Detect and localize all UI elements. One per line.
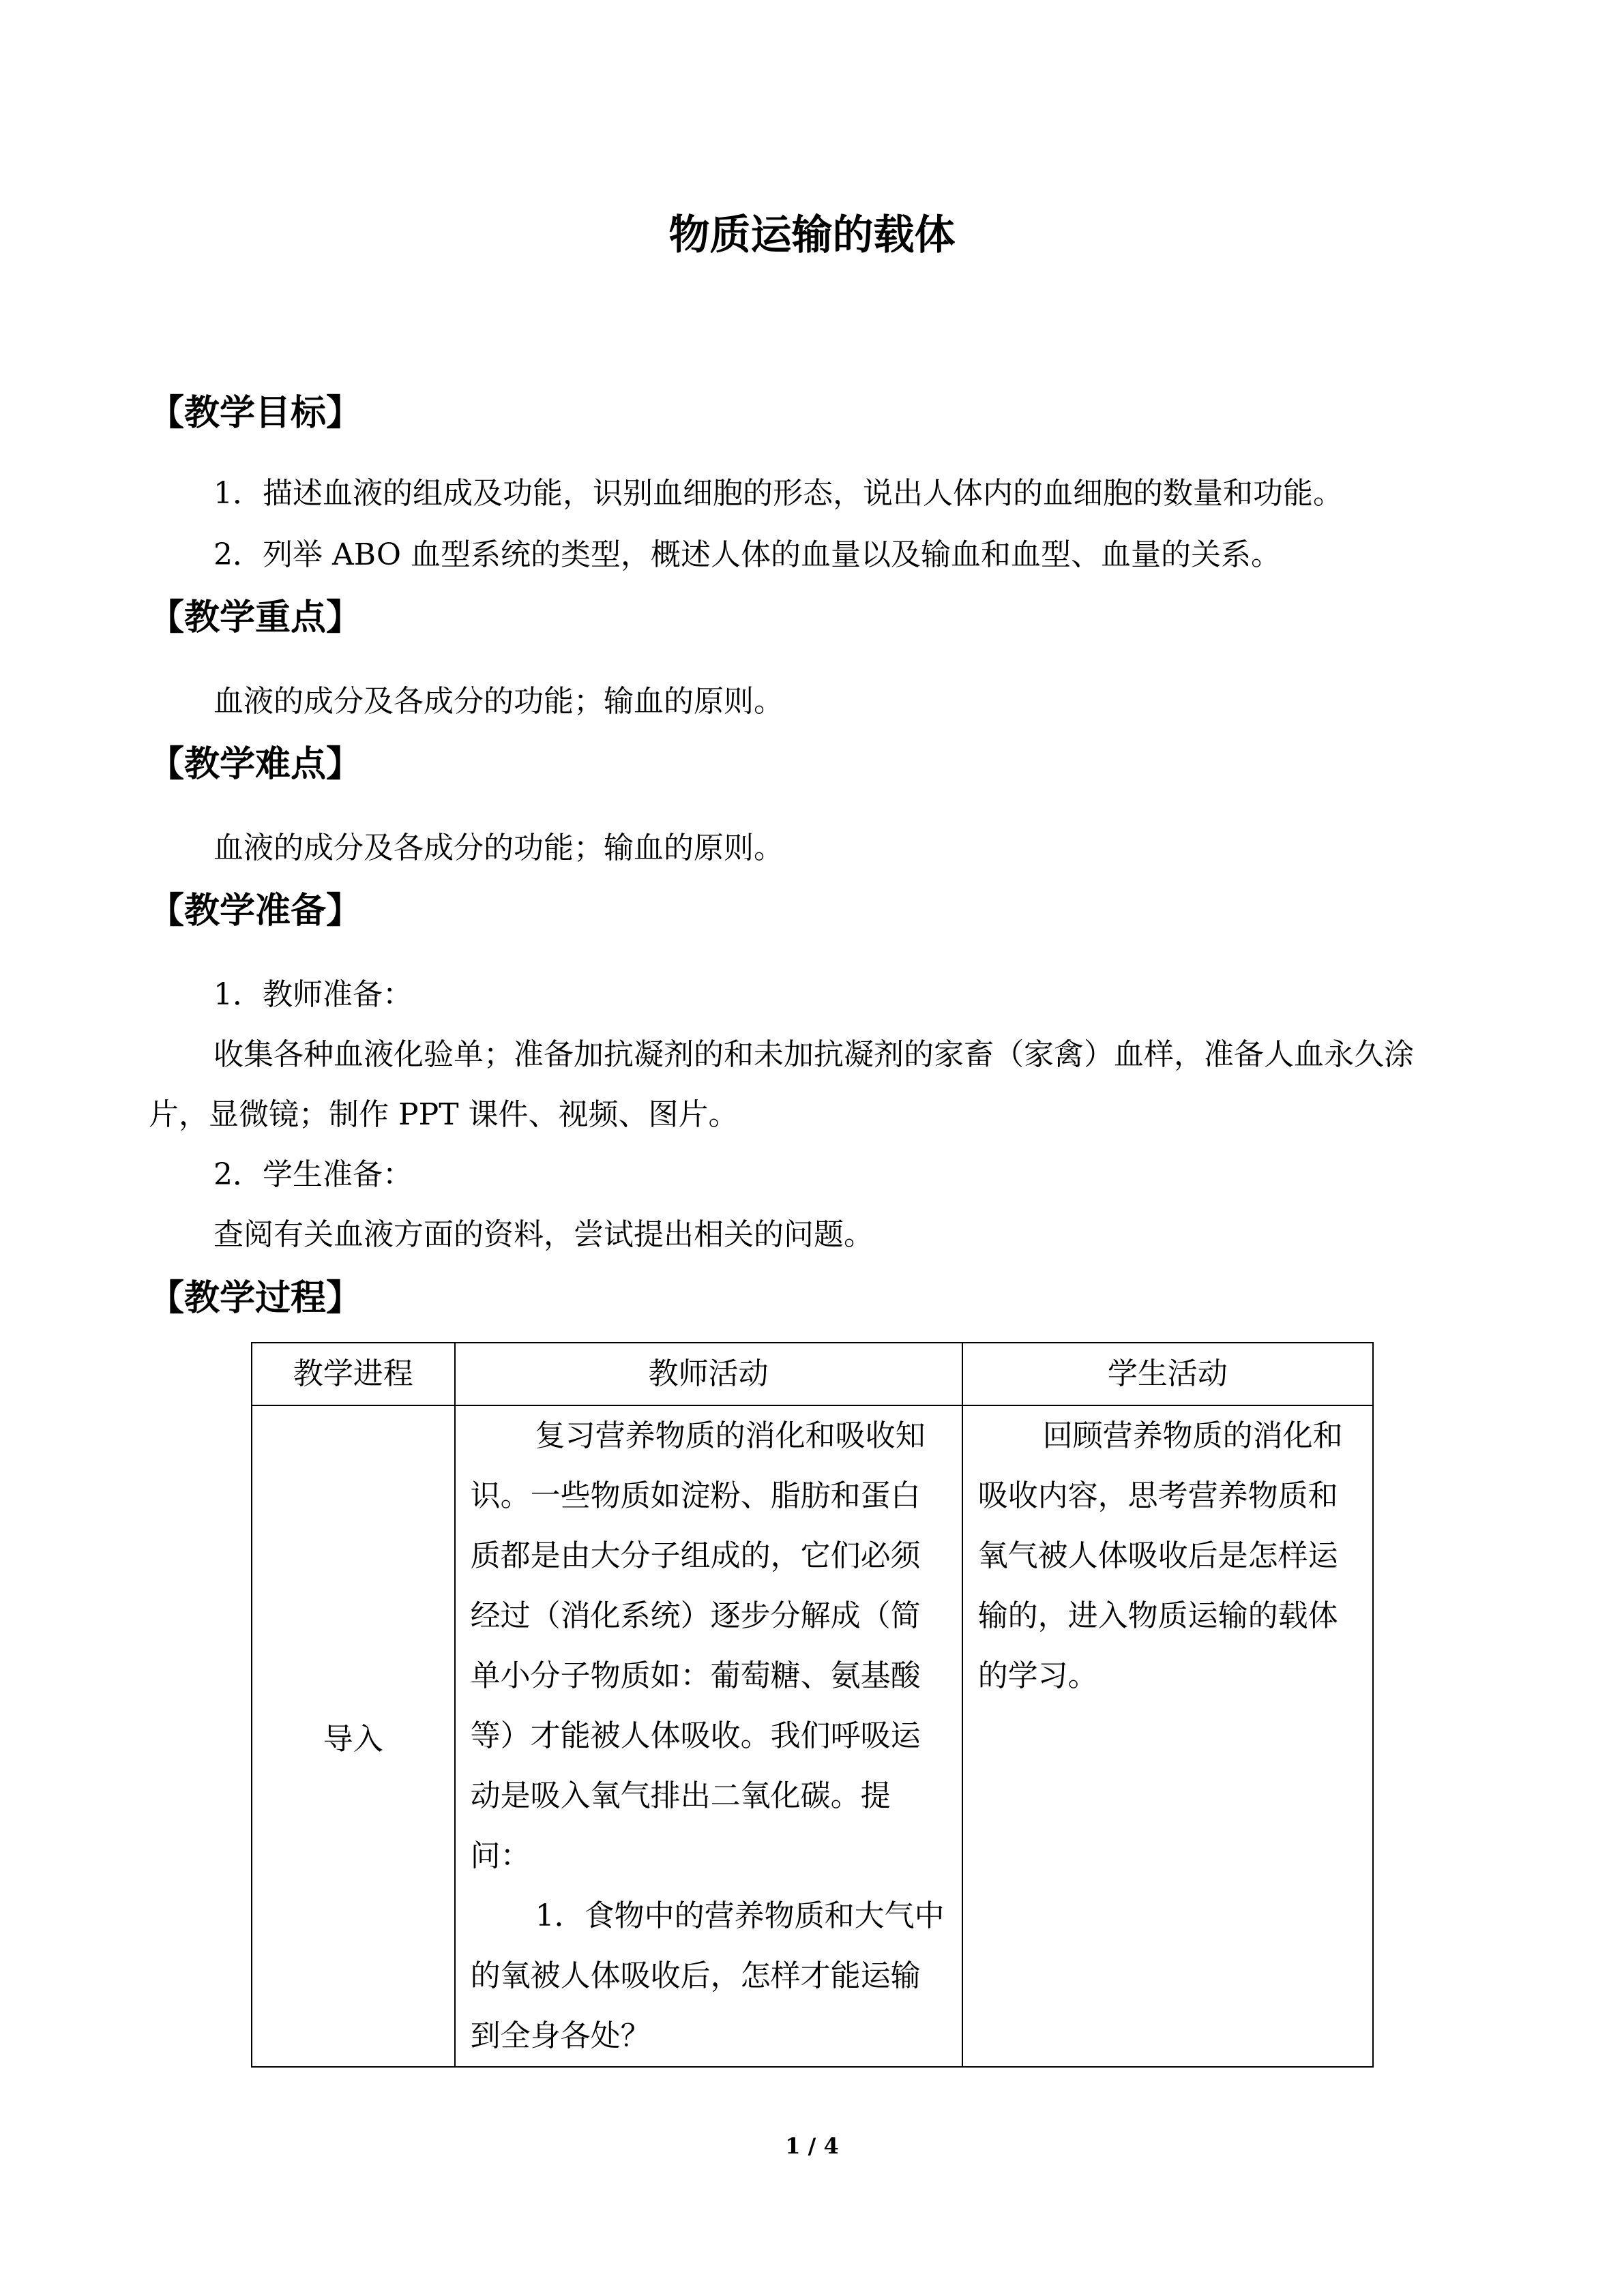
table-row (252, 1405, 1373, 2067)
teacher-prep-text: 收集各种血液化验单；准备加抗凝剂的和未加抗凝剂的家畜（家禽）血样，准备人血永久涂片，显微镜；制作 PPT 课件、视频、图片。 (149, 1037, 1414, 1132)
heading-difficulties: 【教学难点】 (149, 744, 362, 785)
header-teacher-activity: 教师活动 (455, 1343, 962, 1405)
heading-key-points: 【教学重点】 (149, 597, 362, 638)
table-header-row (252, 1343, 1373, 1405)
objective-item-2: 2．列举 ABO 血型系统的类型，概述人体的血量以及输血和血型、血量的关系。 (213, 537, 1281, 572)
student-prep-text: 查阅有关血液方面的资料，尝试提出相关的问题。 (213, 1217, 874, 1252)
heading-process: 【教学过程】 (149, 1278, 362, 1319)
teacher-prep-label: 1．教师准备： (213, 977, 413, 1012)
teacher-activity-cell (455, 1405, 962, 2067)
stage-cell: 导入 (252, 1405, 455, 2067)
heading-preparation: 【教学准备】 (149, 891, 362, 931)
key-points-text: 血液的成分及各成分的功能；输血的原则。 (213, 684, 784, 719)
header-student-activity: 学生活动 (962, 1343, 1373, 1405)
objective-item-1: 1．描述血液的组成及功能，识别血细胞的形态，说出人体内的血细胞的数量和功能。 (213, 476, 1343, 511)
difficulties-text: 血液的成分及各成分的功能；输血的原则。 (213, 831, 784, 865)
document-title: 物质运输的载体 (668, 211, 956, 259)
header-stage: 教学进程 (252, 1343, 455, 1405)
heading-objectives: 【教学目标】 (149, 393, 362, 434)
student-activity-paragraph-1: 回顾营养物质的消化和吸收内容，思考营养物质和氧气被人体吸收后是怎样运输的，进入物质运输的载体的学习。 (977, 1418, 1343, 1693)
student-prep-label: 2．学生准备： (213, 1157, 413, 1192)
process-table (251, 1342, 1374, 2068)
teacher-activity-paragraph-1: 复习营养物质的消化和吸收知识。一些物质如淀粉、脂肪和蛋白质都是由大分子组成的，它们必须经过（消化系统）逐步分解成（简单小分子物质如：葡萄糖、氨基酸等）才能被人体吸收。我们呼吸运动是吸入氧气排出二氧化碳。提问： (470, 1418, 926, 1873)
student-activity-cell (962, 1405, 1373, 2067)
teacher-activity-paragraph-2: 1．食物中的营养物质和大气中的氧被人体吸收后，怎样才能运输到全身各处？ (470, 1898, 945, 2053)
page-number: 1 / 4 (785, 2133, 839, 2159)
